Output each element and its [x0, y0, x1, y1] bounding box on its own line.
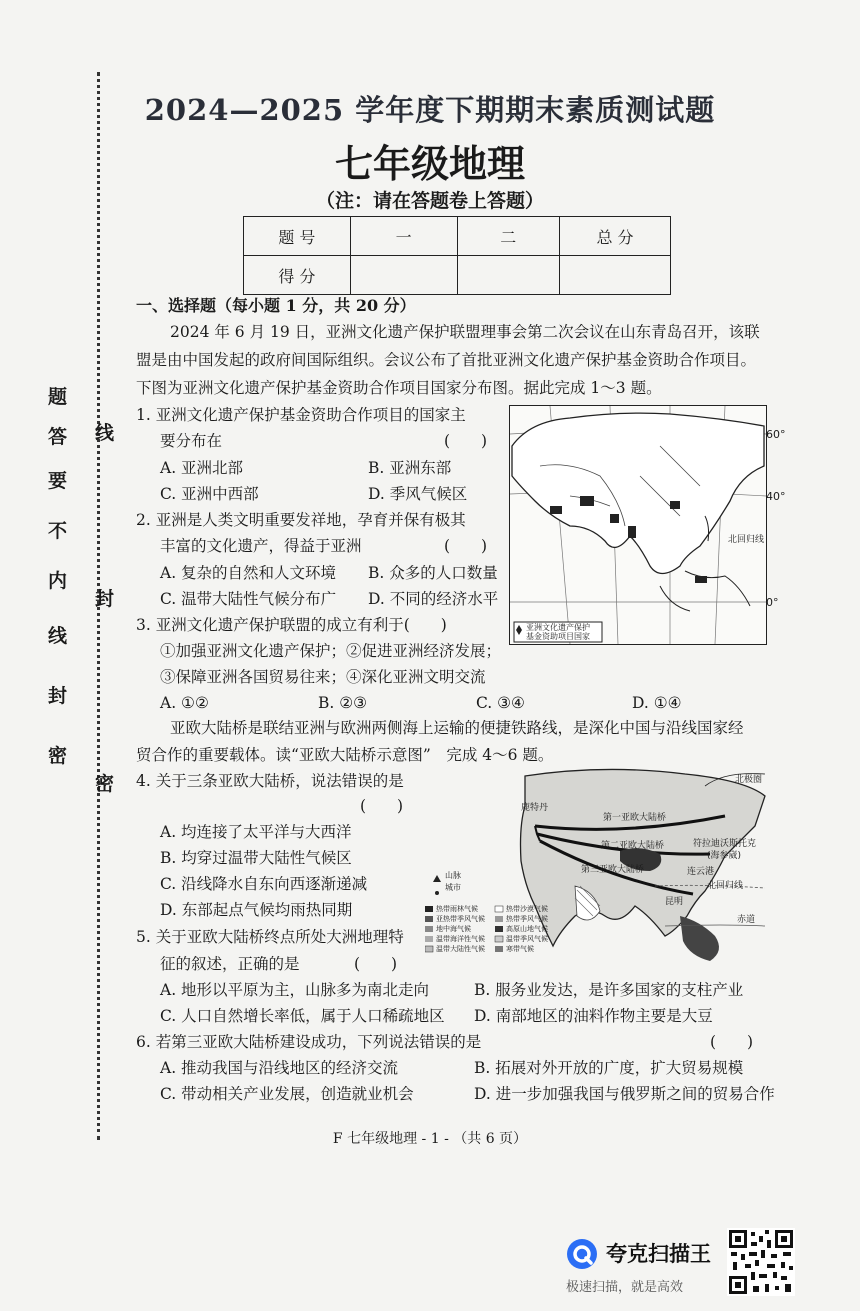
climate-legend-item: 高原山地气候 [506, 925, 548, 933]
q3-option-c: C. ③④ [476, 694, 525, 712]
eurasia-bridge-map [425, 766, 773, 974]
kunming-label: 昆明 [665, 897, 684, 907]
score-cell [457, 256, 559, 295]
q4-stem: 4. 关于三条亚欧大陆桥，说法错误的是 [136, 772, 404, 790]
lat-40-label: 40° [766, 490, 786, 503]
scanner-logo-icon [566, 1238, 598, 1270]
vladivostok-label-2: (海参崴) [707, 851, 742, 861]
intro-line: 盟是由中国发起的政府间国际组织。会议公布了首批亚洲文化遗产保护基金资助合作项目。 [136, 351, 757, 369]
answer-note: （注：请在答题卷上答题） [315, 190, 544, 212]
climate-legend-item: 地中海气候 [436, 925, 471, 933]
binding-notice-7: 题 [48, 386, 68, 408]
binding-notice-4: 不 [48, 520, 68, 542]
q5-stem: 5. 关于亚欧大陆桥终点所处大洲地理特 [136, 928, 404, 946]
binding-word-mi: 密 [95, 773, 115, 795]
score-cell: 一 [350, 217, 457, 256]
q1-option-c: C. 亚洲中西部 [160, 485, 259, 503]
q1-stem: 1. 亚洲文化遗产保护基金资助合作项目的国家主 [136, 406, 466, 424]
q4-option-a: A. 均连接了太平洋与大西洋 [160, 823, 352, 841]
climate-legend-item: 温带大陆性气候 [436, 945, 485, 953]
q1-option-d: D. 季风气候区 [368, 485, 468, 503]
binding-word-xian: 线 [95, 422, 115, 444]
q3-stem: 3. 亚洲文化遗产保护联盟的成立有利于( ) [136, 616, 447, 634]
climate-legend-item: 亚热带季风气候 [436, 915, 485, 923]
score-table [243, 216, 671, 295]
asia-map-drawing [510, 406, 766, 644]
q4-paren: ( ) [360, 797, 404, 815]
asia-heritage-map [509, 405, 786, 645]
q2-stem: 2. 亚洲是人类文明重要发祥地，孕育并保有极其 [136, 511, 466, 529]
binding-notice-3: 内 [48, 570, 68, 592]
score-cell: 总 分 [559, 217, 670, 256]
q3-option-a: A. ①② [160, 694, 209, 712]
q1-option-a: A. 亚洲北部 [160, 459, 244, 477]
climate-legend-item: 热带季风气候 [506, 915, 548, 923]
climate-legend-item: 温带海洋性气候 [436, 935, 485, 943]
q2-option-a: A. 复杂的自然和人文环境 [160, 564, 337, 582]
intro2-line: 贸合作的重要载体。读“亚欧大陆桥示意图” 完成 4～6 题。 [136, 746, 554, 764]
subject-title: 七年级地理 [334, 141, 525, 186]
q6-paren: ( ) [710, 1033, 754, 1051]
q6-option-b: B. 拓展对外开放的广度，扩大贸易规模 [474, 1059, 744, 1077]
binding-notice-2: 线 [48, 625, 68, 647]
intro-line: 下图为亚洲文化遗产保护基金资助合作项目国家分布图。据此完成 1～3 题。 [136, 379, 662, 397]
intro2-line: 亚欧大陆桥是联结亚洲与欧洲两侧海上运输的便捷铁路线，是深化中国与沿线国家经 [170, 719, 744, 737]
bridge1-label: 第一亚欧大陆桥 [603, 813, 667, 823]
legend-mountain: 山脉 [445, 871, 461, 880]
binding-notice-1: 封 [48, 685, 68, 707]
q2-paren: ( ) [444, 537, 488, 555]
q3-statement: ①加强亚洲文化遗产保护；②促进亚洲经济发展； [160, 642, 502, 660]
score-cell: 二 [457, 217, 559, 256]
q3-option-d: D. ①④ [632, 694, 682, 712]
q2-option-c: C. 温带大陆性气候分布广 [160, 590, 337, 608]
q5-option-d: D. 南部地区的油料作物主要是大豆 [474, 1007, 713, 1025]
map1-legend-line: 基金资助项目国家 [526, 632, 590, 641]
q4-option-c: C. 沿线降水自东向西逐渐递减 [160, 875, 368, 893]
lat-0-label: 0° [766, 596, 779, 609]
score-cell: 题 号 [244, 217, 351, 256]
bridge3-label: 第三亚欧大陆桥 [581, 865, 645, 875]
tropic-label-2: 北回归线 [707, 881, 744, 891]
legend-city: 城市 [445, 883, 461, 892]
rotterdam-label: 鹿特丹 [521, 803, 549, 813]
q2-option-d: D. 不同的经济水平 [368, 590, 499, 608]
q5-option-a: A. 地形以平原为主，山脉多为南北走向 [160, 981, 430, 999]
q2-option-b: B. 众多的人口数量 [368, 564, 498, 582]
section-heading: 一、选择题（每小题 1 分，共 20 分） [136, 296, 416, 315]
exam-title: 2024—2025 学年度下期期末素质测试题 [144, 93, 716, 127]
q1-option-b: B. 亚洲东部 [368, 459, 452, 477]
climate-legend-item: 热带沙漠气候 [506, 905, 548, 913]
q1-stem: 要分布在 [160, 432, 223, 450]
page-footer: F 七年级地理 - 1 - （共 6 页） [332, 1131, 528, 1147]
binding-notice-5: 要 [48, 470, 68, 492]
q5-paren: ( ) [354, 955, 398, 973]
intro-line: 2024 年 6 月 19 日，亚洲文化遗产保护联盟理事会第二次会议在山东青岛召开，该联 [170, 323, 760, 341]
q5-option-b: B. 服务业发达，是许多国家的支柱产业 [474, 981, 744, 999]
q6-option-a: A. 推动我国与沿线地区的经济交流 [160, 1059, 399, 1077]
q5-option-c: C. 人口自然增长率低，属于人口稀疏地区 [160, 1007, 445, 1025]
qr-code-icon [727, 1228, 795, 1296]
tropic-label: 北回归线 [728, 535, 765, 545]
bridge2-label: 第二亚欧大陆桥 [601, 841, 665, 851]
lat-60-label: 60° [766, 428, 786, 441]
climate-legend-item: 热带雨林气候 [436, 905, 478, 913]
q4-option-d: D. 东部起点气候均雨热同期 [160, 901, 353, 919]
scanner-brand-name: 夸克扫描王 [606, 1242, 711, 1266]
q4-option-b: B. 均穿过温带大陆性气候区 [160, 849, 352, 867]
climate-legend-item: 寒带气候 [506, 945, 534, 953]
score-cell [350, 256, 457, 295]
q3-option-b: B. ②③ [318, 694, 368, 712]
q2-stem: 丰富的文化遗产，得益于亚洲 [160, 537, 362, 555]
q1-paren: ( ) [444, 432, 488, 450]
lianyungang-label: 连云港 [687, 867, 715, 877]
q3-statement: ③保障亚洲各国贸易往来；④深化亚洲文明交流 [160, 668, 486, 686]
equator-label: 赤道 [737, 915, 756, 925]
binding-notice-0: 密 [48, 745, 68, 767]
score-cell: 得 分 [244, 256, 351, 295]
score-cell [559, 256, 670, 295]
arctic-circle-label: 北极圈 [735, 775, 763, 785]
q6-option-d: D. 进一步加强我国与俄罗斯之间的贸易合作 [474, 1085, 775, 1103]
vladivostok-label: 符拉迪沃斯托克 [693, 839, 757, 849]
scanner-slogan: 极速扫描，就是高效 [566, 1280, 684, 1295]
climate-legend-item: 温带季风气候 [506, 935, 548, 943]
binding-word-feng: 封 [95, 588, 115, 610]
q5-stem: 征的叙述，正确的是 [160, 955, 300, 973]
map1-legend-line: 亚洲文化遗产保护 [526, 623, 590, 632]
q6-stem: 6. 若第三亚欧大陆桥建设成功，下列说法错误的是 [136, 1033, 482, 1051]
q6-option-c: C. 带动相关产业发展，创造就业机会 [160, 1085, 414, 1103]
binding-notice-6: 答 [48, 426, 68, 448]
